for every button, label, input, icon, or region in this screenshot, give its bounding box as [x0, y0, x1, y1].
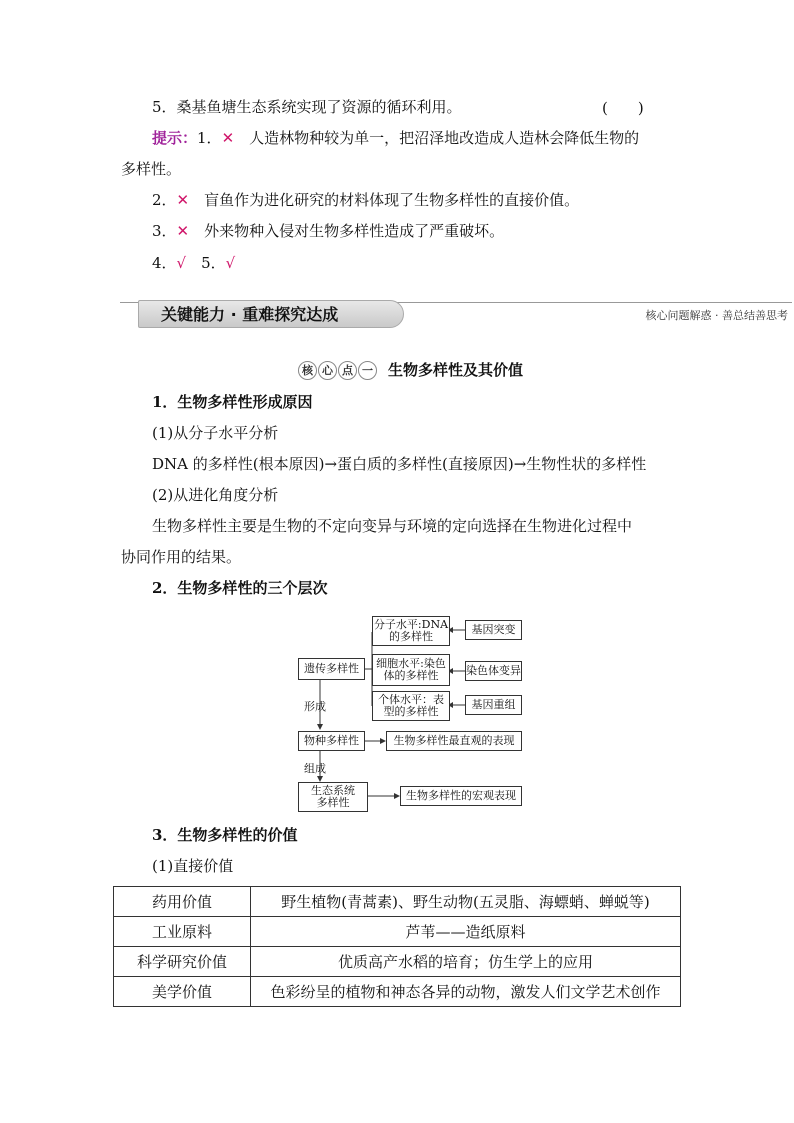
table-cell-name: 科学研究价值 — [114, 947, 251, 977]
table-cell-name: 美学价值 — [114, 977, 251, 1007]
ecosystem-description-box: 生物多样性的宏观表现 — [400, 786, 522, 806]
hint-line-2 — [152, 190, 579, 210]
hint1-num: 1． — [197, 129, 222, 147]
cross-icon: ✕ — [221, 129, 235, 147]
paragraph-dna: DNA 的多样性(根本原因)→蛋白质的多样性(直接原因)→生物性状的多样性 — [152, 455, 647, 473]
hint-line-1-cont: 多样性。 — [121, 160, 182, 178]
subheading-1: (1)从分子水平分析 — [152, 424, 279, 442]
subheading-2: (2)从进化角度分析 — [152, 486, 279, 504]
hint-line-1 — [152, 128, 639, 148]
badge-char: 核 — [298, 361, 317, 380]
badge-char: 心 — [318, 361, 337, 380]
compose-label: 组成 — [304, 762, 326, 775]
hint5-num: 5． — [186, 254, 226, 272]
table-row — [114, 977, 681, 1007]
heading-1: 1．生物多样性形成原因 — [152, 393, 313, 411]
paragraph-evolution-b: 协同作用的结果。 — [121, 548, 242, 566]
core-point-badge — [298, 361, 378, 380]
ecosystem-diversity-box: 生态系统多样性 — [298, 782, 368, 812]
badge-char: 一 — [358, 361, 377, 380]
gene-recombination-box: 基因重组 — [465, 695, 522, 715]
table-row — [114, 947, 681, 977]
check-icon: √ — [225, 254, 236, 272]
species-diversity-box: 物种多样性 — [298, 731, 365, 751]
subheading-3: (1)直接价值 — [152, 857, 234, 875]
table-row — [114, 917, 681, 947]
section-tagline: 核心问题解惑 · 善总结善思考 — [645, 309, 788, 322]
badge-char: 点 — [338, 361, 357, 380]
hint3-num: 3． — [152, 222, 177, 240]
hint2-num: 2． — [152, 191, 177, 209]
hint3-text: 外来物种入侵对生物多样性造成了严重破坏。 — [189, 222, 505, 240]
table-cell-desc: 野生植物(青蒿素)、野生动物(五灵脂、海螵蛸、蝉蜕等) — [251, 887, 681, 917]
cross-icon: ✕ — [176, 191, 190, 209]
hint2-text: 盲鱼作为进化研究的材料体现了生物多样性的直接价值。 — [189, 191, 580, 209]
table-row — [114, 887, 681, 917]
question-5: 5．桑基鱼塘生态系统实现了资源的循环利用。 — [152, 98, 462, 116]
table-cell-name: 工业原料 — [114, 917, 251, 947]
molecular-level-box: 分子水平:DNA的多样性 — [372, 616, 450, 646]
chromosome-variation-box: 染色体变异 — [465, 661, 522, 681]
heading-2: 2．生物多样性的三个层次 — [152, 579, 328, 597]
check-icon: √ — [176, 254, 187, 272]
hint4-num: 4． — [152, 254, 177, 272]
paragraph-evolution-a: 生物多样性主要是生物的不定向变异与环境的定向选择在生物进化过程中 — [152, 517, 633, 535]
heading-3: 3．生物多样性的价值 — [152, 826, 298, 844]
hint1-text: 人造林物种较为单一，把沼泽地改造成人造林会降低生物的 — [234, 129, 640, 147]
section-banner: 关键能力 · 重难探究达成 — [138, 300, 404, 328]
hint-line-45 — [152, 253, 235, 273]
form-label: 形成 — [304, 700, 326, 713]
hint-label: 提示： — [152, 129, 198, 147]
table-cell-desc: 优质高产水稻的培育；仿生学上的应用 — [251, 947, 681, 977]
table-cell-name: 药用价值 — [114, 887, 251, 917]
species-description-box: 生物多样性最直观的表现 — [386, 731, 522, 751]
direct-value-table — [113, 886, 681, 1007]
individual-level-box: 个体水平：表型的多样性 — [372, 691, 450, 721]
cross-icon: ✕ — [176, 222, 190, 240]
hint-line-3 — [152, 221, 504, 241]
table-cell-desc: 色彩纷呈的植物和神态各异的动物，激发人们文学艺术创作 — [251, 977, 681, 1007]
cell-level-box: 细胞水平:染色体的多样性 — [372, 654, 450, 686]
genetic-diversity-box: 遗传多样性 — [298, 658, 365, 680]
core-point-title: 生物多样性及其价值 — [388, 361, 524, 379]
table-cell-desc: 芦苇——造纸原料 — [251, 917, 681, 947]
answer-paren: ( ) — [602, 99, 644, 117]
biodiversity-levels-diagram — [290, 610, 530, 815]
gene-mutation-box: 基因突变 — [465, 620, 522, 640]
